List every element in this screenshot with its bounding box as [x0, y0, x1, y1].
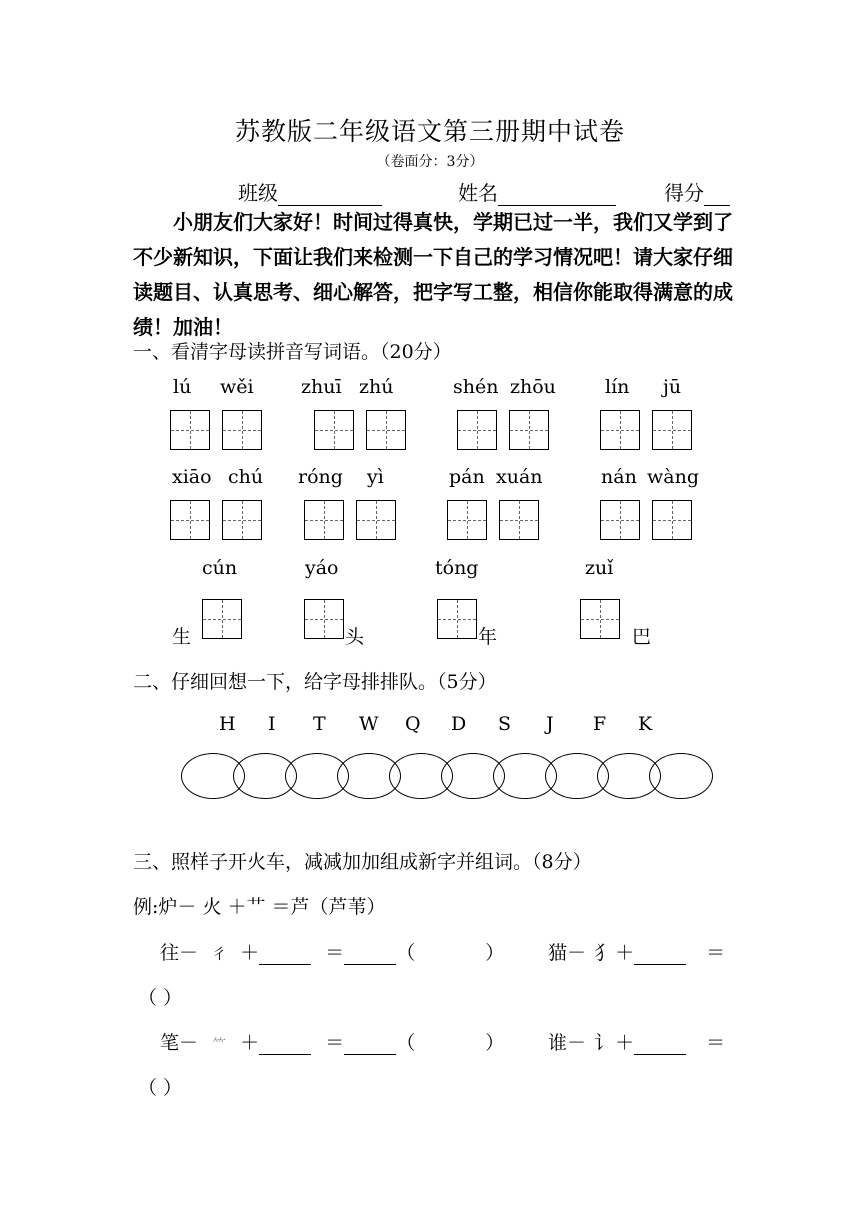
- class-field: [238, 177, 382, 206]
- pinyin: cún: [202, 557, 238, 579]
- score-field: [664, 177, 730, 206]
- writing-box[interactable]: [447, 500, 487, 540]
- pinyin: pán: [449, 466, 485, 488]
- writing-box[interactable]: [580, 599, 620, 639]
- pinyin: yì: [367, 466, 384, 488]
- letter: J: [546, 713, 554, 735]
- item-radical: 犭: [594, 942, 614, 964]
- pinyin: zhuī: [301, 376, 342, 398]
- pinyin: zhōu: [510, 376, 556, 398]
- pinyin: jū: [663, 376, 682, 398]
- item-char: 猫－: [548, 942, 587, 964]
- intro-text: 小朋友们大家好！时间过得真快，学期已过一半，我们又学到了不少新知识，下面让我们来检测一下自己的学习情况吧！请大家仔细读题目、认真思考、细心解答，把字写工整，相信你能取得满意的成绩！加油！: [133, 210, 733, 339]
- writing-box[interactable]: [304, 599, 344, 639]
- writing-box[interactable]: [499, 500, 539, 540]
- writing-box[interactable]: [356, 500, 396, 540]
- equals-sign: ＝: [706, 942, 726, 964]
- pinyin: xuán: [496, 466, 543, 488]
- pinyin: xiāo: [172, 466, 212, 488]
- letter: T: [313, 713, 326, 735]
- paren-close: ）: [485, 1032, 505, 1054]
- equals-sign: ＝: [706, 1032, 726, 1054]
- answer-blank[interactable]: [259, 1036, 311, 1055]
- given-char: 头: [345, 626, 365, 648]
- page-title: 苏教版二年级语文第三册期中试卷: [234, 117, 625, 146]
- letter: K: [638, 713, 653, 735]
- pinyin: lú: [173, 376, 192, 398]
- answer-blank[interactable]: [634, 1036, 686, 1055]
- writing-box[interactable]: [652, 500, 692, 540]
- answer-blank[interactable]: [259, 946, 311, 965]
- pinyin: róng: [298, 466, 343, 488]
- item-radical: 彳: [212, 947, 227, 963]
- letter: F: [593, 713, 607, 735]
- wrap-paren[interactable]: （ ）: [138, 1077, 183, 1099]
- example-line: 例:炉－ 火 ＋艹 ＝芦（芦苇）: [133, 896, 386, 918]
- pinyin: chú: [228, 466, 264, 488]
- writing-box[interactable]: [222, 500, 262, 540]
- answer-blank[interactable]: [344, 1036, 396, 1055]
- writing-box[interactable]: [509, 410, 549, 450]
- section1-heading: 一、看清字母读拼音写词语。（20分）: [133, 341, 452, 363]
- pinyin: shén: [453, 376, 499, 398]
- writing-box[interactable]: [600, 410, 640, 450]
- pinyin: zhú: [359, 376, 394, 398]
- exercise-item: [548, 1028, 725, 1055]
- score-label: 得分: [664, 181, 704, 205]
- pinyin: wàng: [647, 466, 699, 488]
- item-char: 笔－: [160, 1032, 199, 1054]
- letter: S: [498, 713, 512, 735]
- letter: I: [268, 713, 276, 735]
- letter: H: [219, 713, 236, 735]
- paren-open: （: [396, 1032, 416, 1054]
- pinyin: yáo: [305, 557, 339, 579]
- pinyin: tóng: [435, 557, 479, 579]
- item-radical: ⺮: [212, 1037, 227, 1053]
- name-blank[interactable]: [498, 187, 616, 206]
- letter: W: [359, 713, 379, 735]
- wrap-paren[interactable]: （ ）: [138, 987, 183, 1009]
- equals-sign: ＝: [325, 1032, 345, 1054]
- writing-box[interactable]: [170, 500, 210, 540]
- item-char: 谁－: [548, 1032, 587, 1054]
- letter: D: [451, 713, 467, 735]
- exercise-item: [160, 938, 504, 965]
- plus-sign: ＋: [615, 1032, 635, 1054]
- plus-sign: ＋: [240, 942, 260, 964]
- pinyin: lín: [605, 376, 630, 398]
- plus-sign: ＋: [240, 1032, 260, 1054]
- writing-box[interactable]: [437, 599, 477, 639]
- answer-blank[interactable]: [634, 946, 686, 965]
- plus-sign: ＋: [615, 942, 635, 964]
- answer-oval[interactable]: [649, 753, 713, 799]
- pinyin: nán: [601, 466, 637, 488]
- item-char: 往－: [160, 942, 199, 964]
- exercise-item: [160, 1028, 504, 1055]
- writing-box[interactable]: [457, 410, 497, 450]
- letter: Q: [405, 713, 421, 735]
- writing-box[interactable]: [304, 500, 344, 540]
- writing-box[interactable]: [652, 410, 692, 450]
- pinyin: wěi: [220, 376, 254, 398]
- item-radical: 讠: [594, 1032, 614, 1054]
- writing-box[interactable]: [202, 599, 242, 639]
- given-char: 年: [478, 626, 498, 648]
- answer-blank[interactable]: [344, 946, 396, 965]
- class-blank[interactable]: [278, 187, 382, 206]
- given-char: 巴: [632, 626, 652, 648]
- writing-box[interactable]: [170, 410, 210, 450]
- pinyin: zuǐ: [585, 557, 614, 579]
- writing-box[interactable]: [314, 410, 354, 450]
- paren-open: （: [396, 942, 416, 964]
- equals-sign: ＝: [325, 942, 345, 964]
- name-label: 姓名: [458, 181, 498, 205]
- intro-paragraph: [133, 205, 733, 345]
- page-subtitle: （卷面分：3分）: [376, 154, 484, 170]
- given-char: 生: [172, 626, 192, 648]
- writing-box[interactable]: [366, 410, 406, 450]
- exercise-item: [548, 938, 725, 965]
- section3-heading: 三、照样子开火车，减减加加组成新字并组词。（8分）: [133, 851, 592, 873]
- paren-close: ）: [485, 942, 505, 964]
- name-field: [458, 177, 616, 206]
- score-blank[interactable]: [704, 187, 730, 206]
- section2-heading: 二、仔细回想一下，给字母排排队。（5分）: [133, 671, 497, 693]
- class-label: 班级: [238, 181, 278, 205]
- writing-box[interactable]: [222, 410, 262, 450]
- writing-box[interactable]: [600, 500, 640, 540]
